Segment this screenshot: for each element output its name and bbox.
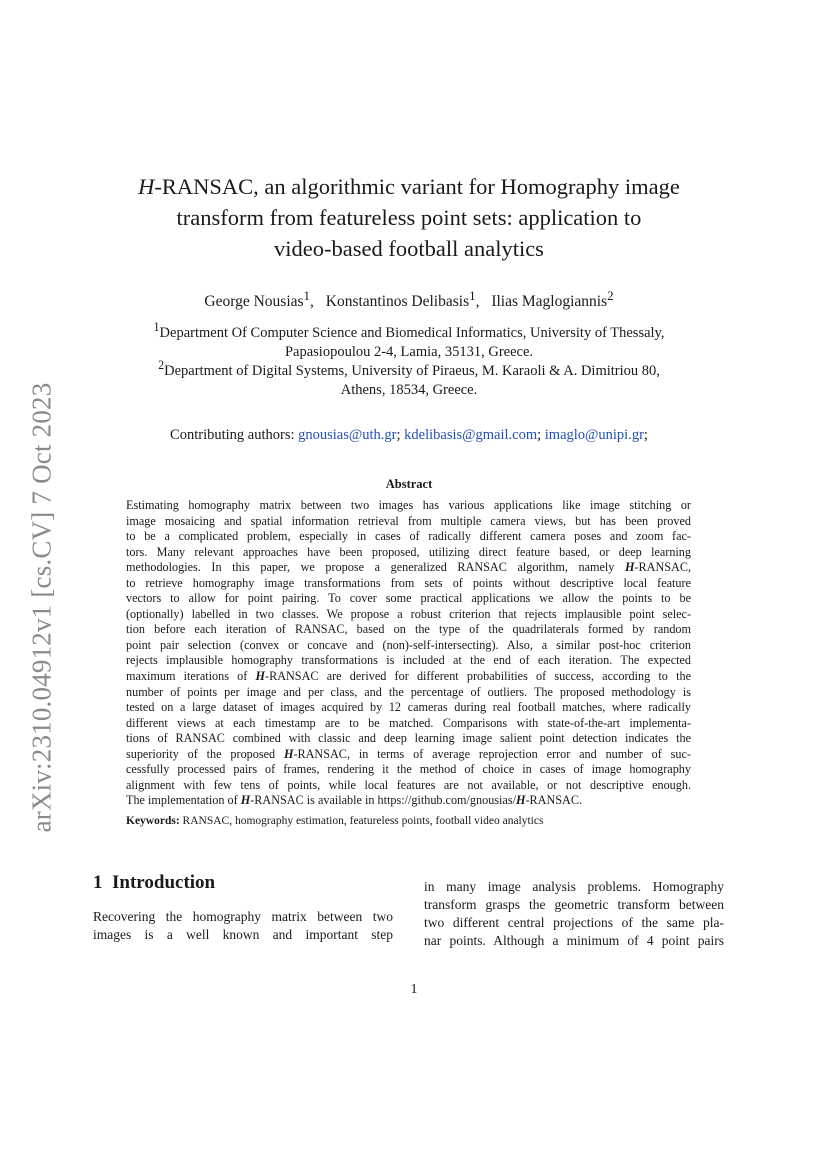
abstract-line: to retrieve homography image transformations from sets of points without descriptive local feature [126,575,691,590]
abstract-line: superiority of the proposed H-RANSAC, in terms of average reprojection error and number of suc- [126,746,691,761]
text-line: images is a well known and important step [93,927,393,942]
abstract-line: tion before each iteration of RANSAC, based on the type of the quadrilaterals formed by random [126,622,691,637]
author-name: George Nousias [204,293,304,311]
abstract-line: maximum iterations of H-RANSAC are derived for different probabilities of success, according to the [126,669,691,684]
author-list [100,288,718,311]
title-line-2: transform from featureless point sets: application to [176,205,642,230]
abstract-line: tors. Many relevant approaches have been proposed, utilizing direct feature based, or deep learning [126,544,691,559]
affiliation-line: Athens, 18534, Greece. [340,381,478,398]
abstract-line: tested on a large dataset of images acquired by 12 cameras during real football matches, where radically [126,700,691,715]
abstract-line: alignment with few tens of points, while local features are not available, or not descriptive enough. [126,777,691,792]
abstract-line: tions of RANSAC combined with classic and deep learning image salient point detection indicates the [126,731,691,746]
affiliation-line: Department of Digital Systems, University of Piraeus, M. Karaoli & A. Dimitriou 80, [164,362,660,379]
abstract-line: (optionally) labelled in two classes. We propose a robust criterion that rejects implausible point selec- [126,606,691,621]
abstract-line: The implementation of H-RANSAC is available in https://github.com/gnousias/H-RANSAC. [126,793,582,808]
abstract-line: rejects implausible homography transformations is included at the end of each iteration. The expected [126,653,691,668]
abstract-line: cessfully processed pairs of frames, rendering it the method of choice in cases of image homography [126,762,691,777]
title-line-3: video-based football analytics [274,236,544,261]
arxiv-identifier-stamp [22,372,62,842]
abstract-line: point pair selection (convex or concave and (non)-self-intersecting). Also, a similar post-hoc criterion [126,637,691,652]
abstract-line: to be a complicated problem, especially in cases of radically different camera poses and zoom fac- [126,529,691,544]
affiliation-mark: 1 [153,320,160,334]
affiliation-line: Department Of Computer Science and Biomedical Informatics, University of Thessaly, [159,324,665,341]
text-line: two different central projections of the same pla- [424,915,724,930]
abstract-line: Estimating homography matrix between two images has various applications like image stitching or [126,498,691,512]
abstract-line: image mosaicing and spatial information retrieval from multiple camera views, but has been proved [126,513,691,528]
keywords-label: Keywords: [126,815,180,827]
text-line: Recovering the homography matrix between two [93,909,393,924]
keywords [126,815,691,827]
affiliation-2 [100,356,718,400]
author-affiliation-mark: 1 [469,288,476,303]
author-affiliation-mark: 1 [303,288,310,303]
intro-right-column [424,878,724,950]
abstract-heading: Abstract [385,477,433,491]
text-line: nar points. Although a minimum of 4 point pairs [424,933,724,948]
intro-left-column [93,908,393,944]
author-affiliation-mark: 2 [607,288,614,303]
title-line-1 [100,171,718,202]
abstract-line: number of points per image and per class, and the percentage of outliers. The proposed methodology is [126,684,691,699]
abstract-line: different views at each timestamp are to be matched. Comparisons with state-of-the-art implementa- [126,715,691,730]
affiliation-mark: 2 [158,358,165,372]
author-2: Konstantinos Delibasis$^1$, [325,288,480,311]
author-name: Konstantinos Delibasis [325,293,470,311]
keywords-text: RANSAC, homography estimation, featureless points, football video analytics [182,815,544,827]
page-number: 1 [410,982,418,997]
paper-title [100,171,718,264]
author-3 [491,288,614,311]
arxiv-identifier: arXiv:2310.04912v1 [cs.CV] 7 Oct 2023 [26,382,57,832]
contributing-authors: Contributing authors: gnousias@uth.gr; kdelibasis@gmail.com; imaglo@unipi.gr; [170,427,648,443]
email-link-3[interactable]: imaglo@unipi.gr [544,427,644,443]
author-name: Ilias Maglogiannis [491,293,608,311]
text-line: in many image analysis problems. Homography [424,879,724,894]
abstract-body [126,498,691,809]
contributing-label: Contributing authors: [170,427,295,443]
text-line: transform grasps the geometric transform between [424,897,724,912]
abstract-line: vectors to allow for point pairing. To cover some practical applications we allow the points to be [126,591,691,606]
author-1: George Nousias$^1$, [204,288,314,311]
email-link-2[interactable]: kdelibasis@gmail.com [404,427,538,443]
title-line-1-rest: -RANSAC, an algorithmic variant for Homography image [154,174,680,199]
title-italic-h: H [138,174,155,199]
section-number: 1 [93,872,103,893]
email-link-1[interactable]: gnousias@uth.gr [298,427,397,443]
abstract-line: methodologies. In this paper, we propose a generalized RANSAC algorithm, namely H-RANSAC, [126,560,691,575]
affiliation-line: Papasiopoulou 2-4, Lamia, 35131, Greece. [284,343,534,360]
section-heading [93,872,215,894]
section-title-text: Introduction [112,872,216,893]
